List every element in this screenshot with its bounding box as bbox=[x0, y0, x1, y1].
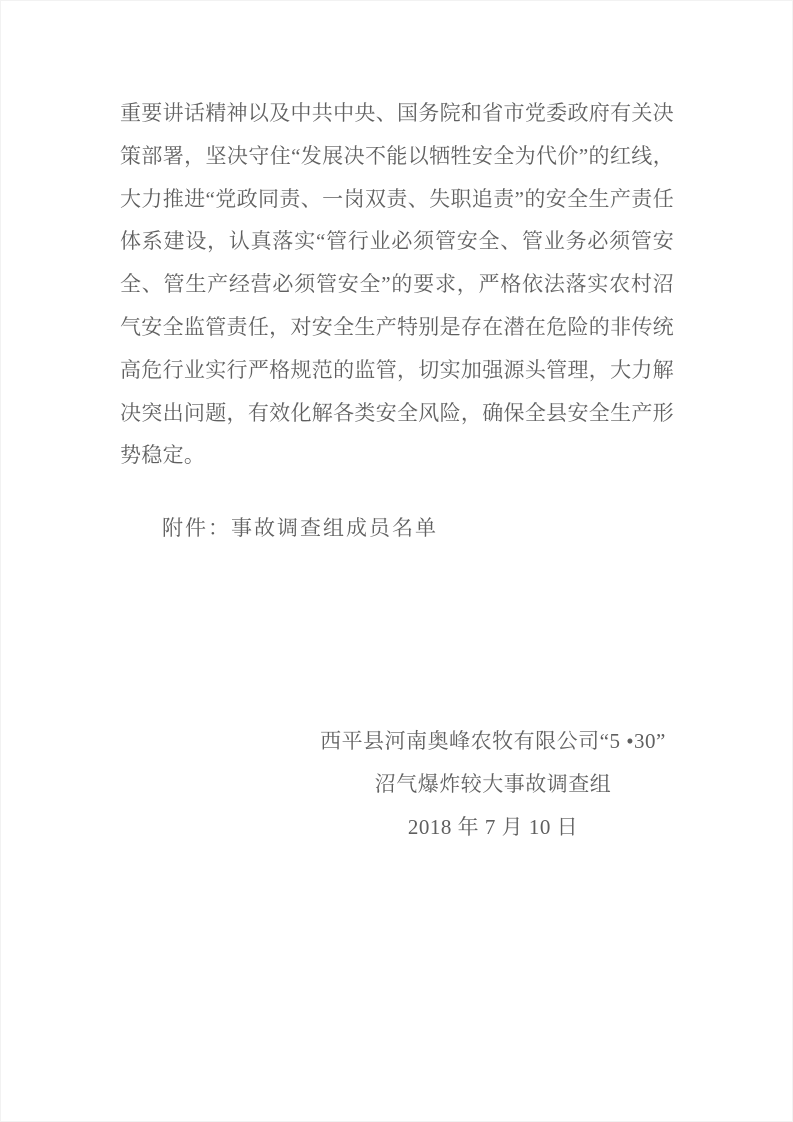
signature-organization-line1: 西平县河南奥峰农牧有限公司“5 •30” bbox=[320, 729, 666, 753]
signature-organization-line2: 沼气爆炸较大事故调查组 bbox=[374, 771, 612, 796]
signature-block bbox=[283, 720, 703, 848]
body-paragraph: 重要讲话精神以及中共中央、国务院和省市党委政府有关决策部署，坚决守住“发展决不能以牺牲安全为代价”的红线，大力推进“党政同责、一岗双责、失职追责”的安全生产责任体系建设，认真落实“管行业必须管安全、管业务必须管安全、管生产经营必须管安全”的要求，严格依法落实农村沼气安全监管责任，对安全生产特别是存在潜在危险的非传统高危行业实行严格规范的监管，切实加强源头管理，大力解决突出问题，有效化解各类安全风险，确保全县安全生产形势稳定。 bbox=[120, 101, 674, 468]
signature-date: 2018 年 7 月 10 日 bbox=[407, 814, 579, 839]
attachment-note: 附件：事故调查组成员名单 bbox=[162, 516, 438, 540]
